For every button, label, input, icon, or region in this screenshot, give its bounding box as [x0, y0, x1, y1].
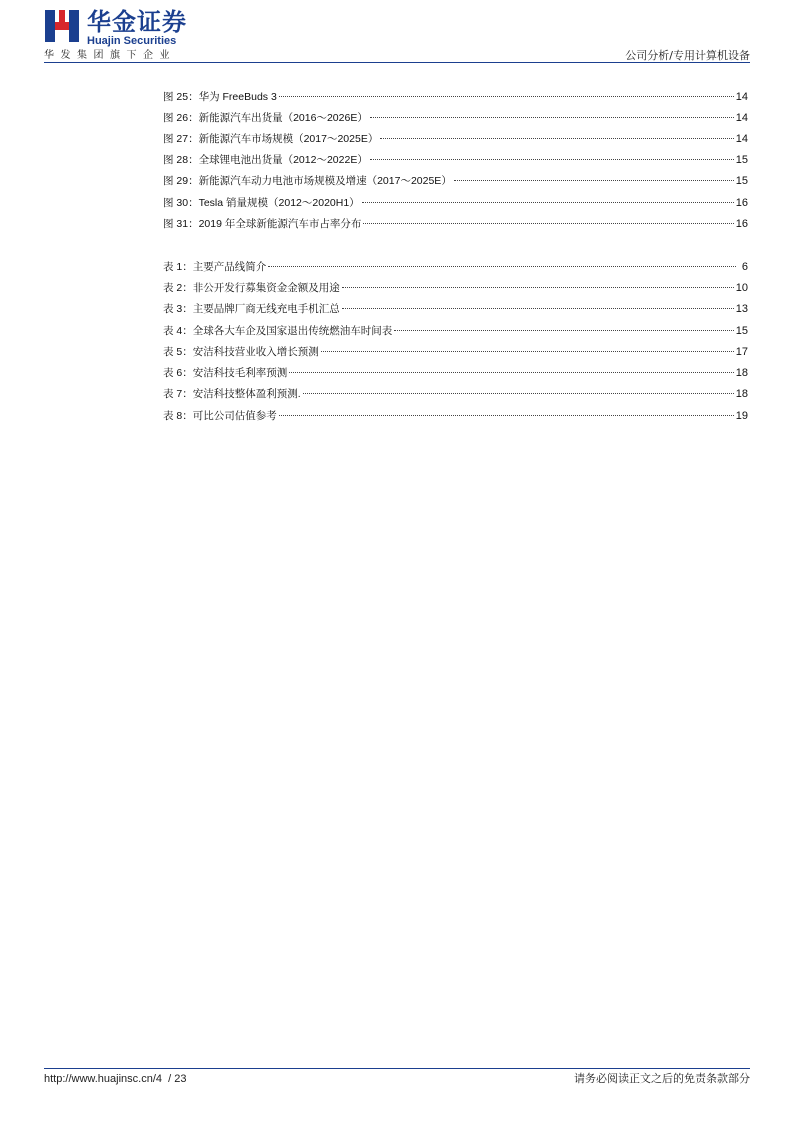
- toc-page: 15: [735, 175, 748, 187]
- toc-label: 表 5：安洁科技营业收入增长预测: [163, 346, 319, 358]
- leader-dots: [370, 159, 734, 160]
- leader-dots: [362, 202, 734, 203]
- toc-entry[interactable]: [163, 281, 748, 295]
- footer-disclaimer: 请务必阅读正文之后的免责条款部分: [574, 1072, 750, 1085]
- toc-label: 表 4：全球各大车企及国家退出传统燃油车时间表: [163, 325, 393, 337]
- company-name-cn: 华金证券: [87, 8, 187, 36]
- toc-page: 14: [735, 133, 748, 145]
- toc-page: 15: [735, 325, 748, 337]
- leader-dots: [303, 393, 734, 394]
- leader-dots: [370, 117, 734, 118]
- toc-label: 表 3：主要品牌厂商无线充电手机汇总: [163, 303, 340, 315]
- toc-label: 图 25：华为 FreeBuds 3: [163, 91, 277, 103]
- toc-label: 图 31：2019 年全球新能源汽车市占率分布: [163, 218, 362, 230]
- header-divider: [44, 62, 750, 63]
- toc-entry[interactable]: [163, 302, 748, 316]
- toc-entry[interactable]: [163, 345, 748, 359]
- leader-dots: [394, 330, 733, 331]
- toc-label: 图 30：Tesla 销量规模（2012～2020H1）: [163, 197, 360, 209]
- toc-page: 14: [735, 91, 748, 103]
- leader-dots: [380, 138, 733, 139]
- report-section: 公司分析/专用计算机设备: [625, 49, 750, 62]
- toc-label: 图 28：全球锂电池出货量（2012～2022E）: [163, 154, 368, 166]
- leader-dots: [321, 351, 734, 352]
- toc-entry[interactable]: [163, 111, 748, 125]
- toc-page: 18: [735, 388, 748, 400]
- toc-entry[interactable]: [163, 260, 748, 274]
- toc-label: 表 1：主要产品线简介: [163, 261, 267, 273]
- toc-entry[interactable]: [163, 366, 748, 380]
- toc-page: 6: [741, 261, 748, 273]
- toc-entry[interactable]: [163, 217, 748, 231]
- toc-entry[interactable]: [163, 90, 748, 104]
- toc-entry[interactable]: [163, 196, 748, 210]
- toc-entry[interactable]: [163, 153, 748, 167]
- toc-page: 16: [735, 197, 748, 209]
- toc-entry[interactable]: [163, 324, 748, 338]
- leader-dots: [342, 308, 734, 309]
- toc-page: 18: [735, 367, 748, 379]
- toc-page: 14: [735, 112, 748, 124]
- toc-label: 表 2：非公开发行募集资金金额及用途: [163, 282, 340, 294]
- page-header: [44, 8, 750, 66]
- toc-label: 图 29：新能源汽车动力电池市场规模及增速（2017～2025E）: [163, 175, 452, 187]
- toc-entry[interactable]: [163, 409, 748, 423]
- leader-dots: [279, 415, 734, 416]
- toc-entry[interactable]: [163, 387, 748, 401]
- toc-page: 13: [735, 303, 748, 315]
- leader-dots: [342, 287, 734, 288]
- toc-label: 图 26：新能源汽车出货量（2016～2026E）: [163, 112, 368, 124]
- toc-page: 16: [735, 218, 748, 230]
- footer-divider: [44, 1068, 750, 1069]
- leader-dots: [363, 223, 733, 224]
- leader-dots: [454, 180, 734, 181]
- toc-label: 表 8：可比公司估值参考: [163, 410, 277, 422]
- toc-page: 10: [735, 282, 748, 294]
- toc-entry[interactable]: [163, 132, 748, 146]
- leader-dots: [279, 96, 734, 97]
- toc-label: 表 7：安洁科技整体盈利预测.: [163, 388, 301, 400]
- leader-dots: [268, 266, 736, 267]
- company-name-en: Huajin Securities: [87, 35, 177, 47]
- huajin-logo-icon: [44, 8, 80, 44]
- toc-page: 15: [735, 154, 748, 166]
- toc-entry[interactable]: [163, 174, 748, 188]
- toc-label: 表 6：安洁科技毛利率预测: [163, 367, 288, 379]
- footer-url-page[interactable]: http://www.huajinsc.cn/4 / 23: [44, 1073, 187, 1085]
- toc-page: 17: [735, 346, 748, 358]
- group-tagline: 华发集团旗下企业: [44, 50, 176, 61]
- toc-page: 19: [735, 410, 748, 422]
- leader-dots: [289, 372, 733, 373]
- toc-label: 图 27：新能源汽车市场规模（2017～2025E）: [163, 133, 379, 145]
